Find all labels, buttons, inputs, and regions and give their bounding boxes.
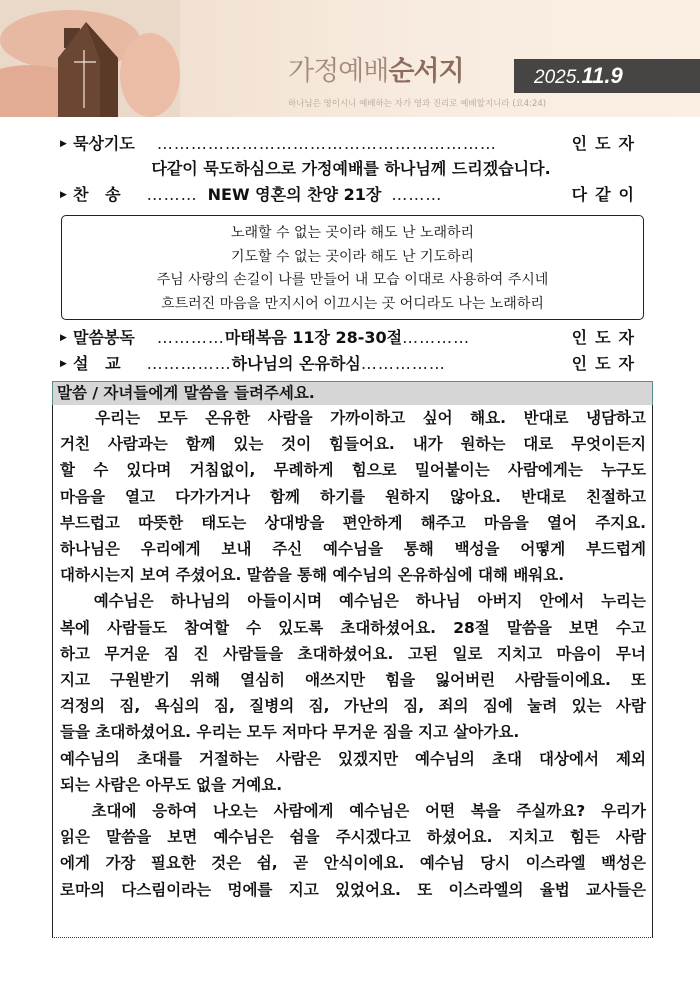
hands-house-cross-image bbox=[0, 0, 180, 117]
date-box bbox=[514, 59, 700, 93]
order-sermon bbox=[60, 351, 642, 377]
sermon-line: 거친 사람과는 함께 있는 것이 힘들어요. 내가 원하는 대로 무엇이든지 bbox=[60, 435, 646, 454]
sermon-line: 걱정의 짐, 욕심의 짐, 질병의 짐, 가난의 짐, 죄의 짐에 눌려 있는 사람 bbox=[60, 697, 646, 716]
leader-name: 인도자 bbox=[571, 134, 642, 153]
leader-name: 인도자 bbox=[571, 354, 642, 373]
dot-leader: …………… bbox=[146, 354, 232, 373]
lyric-line: 기도할 수 없는 곳이라 해도 난 기도하리 bbox=[230, 248, 475, 265]
title-bold: 순서지 bbox=[388, 56, 464, 87]
order-hymn bbox=[60, 182, 642, 208]
sermon-line: 하나님은 우리에게 보내 주신 예수님을 통해 백성을 어떻게 부드럽게 bbox=[60, 540, 646, 559]
order-label: 묵상기도 bbox=[73, 134, 135, 153]
sermon-line: 복에 사람들도 참여할 수 있도록 초대하셨어요. 28절 말씀을 보면 수고 bbox=[60, 618, 646, 637]
dot-leader: ……… bbox=[146, 185, 198, 204]
hymn-title: NEW 영혼의 찬양 21장 bbox=[207, 185, 382, 204]
dot-leader: ………… bbox=[402, 328, 471, 347]
sermon-line: 하고 무거운 짐 진 사람들을 초대하셨어요. 고된 일로 지치고 마음이 무너 bbox=[60, 644, 646, 663]
order-reading bbox=[60, 325, 642, 351]
sermon-line: 대하시는지 보여 주셨어요. 말씀을 통해 예수님의 온유하심에 대해 배워요. bbox=[60, 566, 565, 585]
sermon-line: 읽은 말씀을 보면 예수님은 쉼을 주시겠다고 하셨어요. 지치고 힘든 사람 bbox=[60, 828, 646, 847]
sermon-line: 로마의 다스림이라는 멍에를 지고 있었어요. 또 이스라엘의 율법 교사들은 bbox=[60, 880, 646, 899]
triangle-bullet-icon: ▶ bbox=[60, 139, 67, 149]
title-light: 가정예배 bbox=[288, 56, 389, 87]
order-prayer bbox=[60, 131, 642, 157]
date-month-day: 11.9 bbox=[581, 63, 623, 88]
order-label: 말씀봉독 bbox=[73, 328, 135, 347]
sermon-line: 마음을 열고 다가가거나 함께 하기를 원하지 않아요. 반대로 친절하고 bbox=[60, 487, 646, 506]
lyric-line: 노래할 수 없는 곳이라 해도 난 노래하리 bbox=[230, 225, 475, 241]
reading-title: 마태복음 11장 28-30절 bbox=[224, 328, 403, 347]
prayer-text: 다같이 묵도하심으로 가정예배를 하나님께 드리겠습니다. bbox=[151, 159, 551, 178]
dot-leader: ……… bbox=[391, 185, 443, 204]
sermon-line: 지고 구원받기 위해 열심히 애쓰지만 힘을 잃어버린 사람들이에요. 또 bbox=[60, 671, 646, 690]
sermon-line: 되는 사람은 아무도 없을 거예요. bbox=[60, 775, 283, 794]
sermon-line: 예수님은 하나님의 아들이시며 예수님은 하나님 아버지 안에서 누리는 bbox=[60, 592, 646, 611]
banner-title bbox=[288, 54, 464, 90]
lyric-line: 주님 사랑의 손길이 나를 만들어 내 모습 이대로 사용하여 주시네 bbox=[156, 272, 549, 288]
lyric-line: 흐트러진 마음을 만지시어 이끄시는 곳 어디라도 나는 노래하리 bbox=[161, 295, 544, 312]
sermon-title: 하나님의 온유하심 bbox=[231, 354, 361, 373]
dot-leader: …………… bbox=[360, 354, 446, 373]
triangle-bullet-icon: ▶ bbox=[60, 333, 67, 343]
triangle-bullet-icon: ▶ bbox=[60, 190, 67, 200]
dot-leader: ………… bbox=[156, 328, 225, 347]
order-label: 설 교 bbox=[73, 354, 121, 373]
order-label: 찬 송 bbox=[73, 185, 121, 204]
dot-leader: …………………………………………………… bbox=[156, 134, 497, 153]
sermon-line: 들을 초대하셨어요. 우리는 모두 저마다 무거운 짐을 지고 살아가요. bbox=[60, 723, 520, 742]
header-banner bbox=[0, 0, 700, 117]
banner-subtitle: 하나님은 영이시니 예배하는 자가 영과 진리로 예배할지니라 (요4:24) bbox=[288, 99, 547, 109]
sermon-line: 에게 가장 필요한 것은 쉼, 곧 안식이에요. 예수님 당시 이스라엘 백성은 bbox=[60, 854, 646, 873]
sermon-line: 부드럽고 따뜻한 태도는 상대방을 편안하게 해주고 마음을 열어 주지요. bbox=[60, 513, 646, 532]
sermon-line: 예수님의 초대를 거절하는 사람은 있겠지만 예수님의 초대 대상에서 제외 bbox=[60, 749, 646, 768]
date-year: 2025. bbox=[534, 67, 582, 88]
sermon-line: 초대에 응하여 나오는 사람에게 예수님은 어떤 복을 주실까요? 우리가 bbox=[60, 802, 646, 821]
sermon-line: 할 수 있다며 거침없이, 무례하게 힘으로 밀어붙이는 사람에게는 누구도 bbox=[60, 461, 646, 480]
sermon-line: 우리는 모두 온유한 사람을 가까이하고 싶어 해요. 반대로 냉담하고 bbox=[60, 409, 646, 427]
hymn-lyrics-box bbox=[61, 215, 644, 320]
sermon-body bbox=[53, 405, 652, 903]
leader-name: 다같이 bbox=[571, 185, 642, 204]
sermon-heading: 말씀 / 자녀들에게 말씀을 들려주세요. bbox=[52, 381, 653, 405]
leader-name: 인도자 bbox=[571, 328, 642, 347]
triangle-bullet-icon: ▶ bbox=[60, 359, 67, 369]
sermon-section bbox=[52, 381, 653, 938]
